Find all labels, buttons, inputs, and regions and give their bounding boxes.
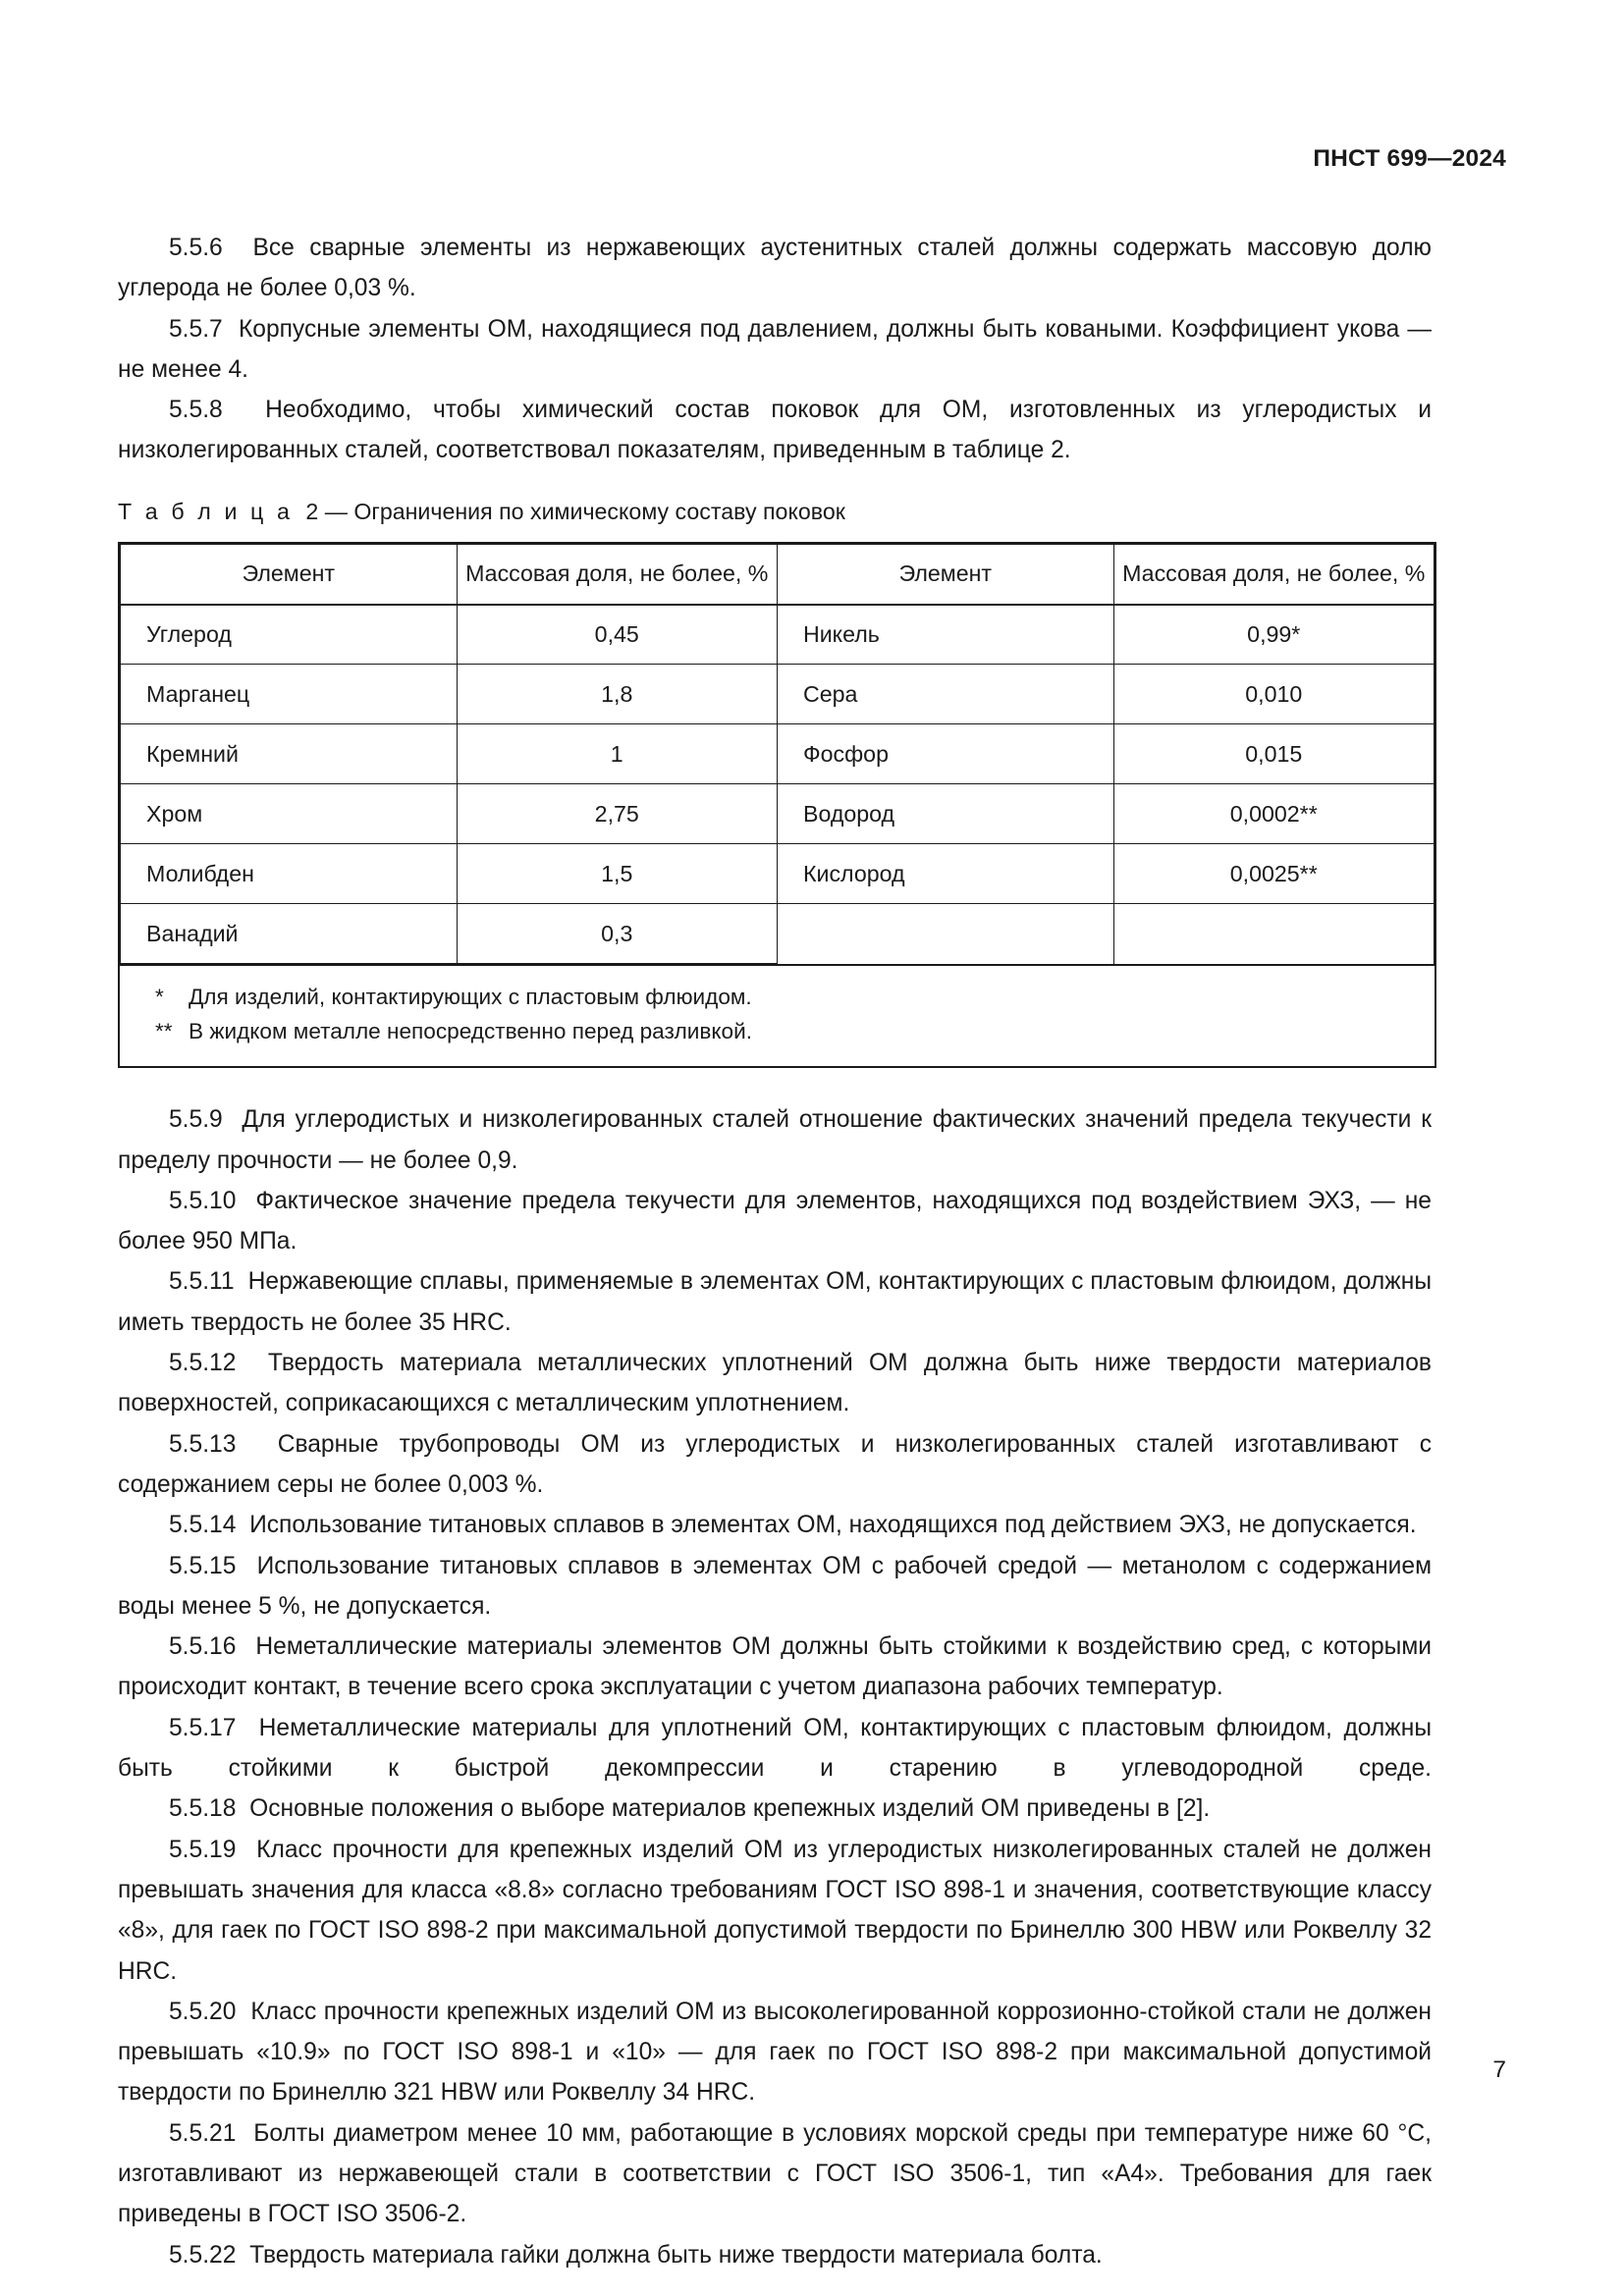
clause-text-5-5-12: Твердость материала металлических уплотнений ОМ должна быть ниже твердости материалов поверхностей, соприкасающихся с металлическим уплотнением. xyxy=(118,1350,1432,1417)
clause-number-5-5-13: 5.5.13 xyxy=(169,1430,237,1458)
clause-text-5-5-16: Неметаллические материалы элементов ОМ должны быть стойкими к воздействию сред, с которыми происходит контакт, в течение всего срока эксплуатации с учетом диапазона рабочих температур. xyxy=(118,1633,1433,1701)
clause-5-5-6 xyxy=(118,228,1432,309)
footnote-marker: ** xyxy=(155,1019,173,1044)
cell-value-right: 0,0002** xyxy=(1113,784,1435,844)
table-caption-title: Ограничения по химическому составу поковок xyxy=(353,498,845,524)
cell-element-right-empty xyxy=(777,904,1113,964)
clause-5-5-22 xyxy=(118,2235,1432,2275)
page-number: 7 xyxy=(1492,2056,1506,2083)
table-row xyxy=(121,724,1435,784)
clause-5-5-17 xyxy=(118,1708,1432,1789)
table-chemical-composition xyxy=(120,544,1435,965)
table-row xyxy=(121,904,1435,964)
cell-value-left: 0,45 xyxy=(457,605,777,665)
table-footnote xyxy=(120,1014,1435,1048)
clause-text-5-5-19: Класс прочности для крепежных изделий ОМ из углеродистых низколегированных сталей не должен превышать значения для класса «8.8» согласно требованиям ГОСТ ISO 898-1 и значения, соответствующие классу «8», для гаек по ГОСТ ISO 898-2 при максимальной допустимой твердости по Бринеллю 300 HBW или Роквеллу 32 HRC. xyxy=(118,1836,1432,1985)
clause-5-5-9 xyxy=(118,1099,1432,1181)
clause-5-5-20 xyxy=(118,1992,1432,2113)
cell-value-right: 0,015 xyxy=(1113,724,1435,784)
clause-number-5-5-17: 5.5.17 xyxy=(169,1714,237,1741)
table-caption-number: 2 xyxy=(305,498,319,524)
cell-element-left: Молибден xyxy=(121,844,458,904)
table-row xyxy=(121,665,1435,724)
cell-element-right: Сера xyxy=(777,665,1113,724)
cell-element-left: Ванадий xyxy=(121,904,458,964)
clause-number-5-5-10: 5.5.10 xyxy=(169,1187,237,1214)
clause-text-5-5-22: Твердость материала гайки должна быть ниже твердости материала болта. xyxy=(249,2241,1103,2269)
clause-5-5-16 xyxy=(118,1627,1432,1708)
clause-number-5-5-22: 5.5.22 xyxy=(169,2241,237,2269)
clause-5-5-8 xyxy=(118,390,1432,471)
table-row xyxy=(121,784,1435,844)
cell-element-right: Никель xyxy=(777,605,1113,665)
col-header-element-left: Элемент xyxy=(121,544,458,605)
clause-number-5-5-12: 5.5.12 xyxy=(169,1350,237,1377)
clause-number-5-5-18: 5.5.18 xyxy=(169,1795,237,1823)
table-header-row xyxy=(121,544,1435,605)
clause-number-5-5-14: 5.5.14 xyxy=(169,1512,237,1539)
table-row xyxy=(121,844,1435,904)
col-header-fraction-right: Массовая доля, не более, % xyxy=(1113,544,1435,605)
clause-text-5-5-14: Использование титановых сплавов в элементах ОМ, находящихся под действием ЭХЗ, не допускается. xyxy=(249,1512,1417,1539)
cell-value-right: 0,99* xyxy=(1113,605,1435,665)
cell-element-left: Марганец xyxy=(121,665,458,724)
table-caption-dash: — xyxy=(324,498,348,524)
clause-number-5-5-7: 5.5.7 xyxy=(169,315,223,343)
clause-number-5-5-21: 5.5.21 xyxy=(169,2119,237,2147)
cell-value-left: 1,5 xyxy=(457,844,777,904)
cell-element-right: Кислород xyxy=(777,844,1113,904)
clause-5-5-10 xyxy=(118,1181,1432,1262)
cell-value-left: 2,75 xyxy=(457,784,777,844)
clause-text-5-5-8: Необходимо, чтобы химический состав поковок для ОМ, изготовленных из углеродистых и низколегированных сталей, соответствовал показателям, приведенным в таблице 2. xyxy=(118,397,1432,464)
clause-text-5-5-10: Фактическое значение предела текучести для элементов, находящихся под воздействием ЭХЗ, — не более 950 МПа. xyxy=(118,1187,1432,1255)
clause-number-5-5-11: 5.5.11 xyxy=(169,1268,235,1296)
table-body xyxy=(121,605,1435,964)
cell-value-left: 0,3 xyxy=(457,904,777,964)
cell-element-right: Фосфор xyxy=(777,724,1113,784)
footnote-text: Для изделий, контактирующих с пластовым флюидом. xyxy=(189,985,752,1010)
cell-value-left: 1,8 xyxy=(457,665,777,724)
clause-text-5-5-13: Сварные трубопроводы ОМ из углеродистых и низколегированных сталей изготавливают с содержанием серы не более 0,003 %. xyxy=(118,1430,1432,1498)
table-row xyxy=(121,605,1435,665)
clause-number-5-5-15: 5.5.15 xyxy=(169,1552,237,1579)
col-header-fraction-left: Массовая доля, не более, % xyxy=(457,544,777,605)
clause-5-5-21 xyxy=(118,2113,1432,2235)
clause-5-5-18 xyxy=(118,1789,1432,1829)
col-header-element-right: Элемент xyxy=(777,544,1113,605)
clause-text-5-5-18: Основные положения о выборе материалов крепежных изделий ОМ приведены в [2]. xyxy=(249,1795,1211,1823)
cell-value-right: 0,0025** xyxy=(1113,844,1435,904)
table-head xyxy=(121,544,1435,605)
clause-5-5-12 xyxy=(118,1343,1432,1424)
clause-number-5-5-20: 5.5.20 xyxy=(169,1998,237,2025)
cell-element-right: Водород xyxy=(777,784,1113,844)
clause-text-5-5-20: Класс прочности крепежных изделий ОМ из высоколегированной коррозионно-стойкой стали не должен превышать «10.9» по ГОСТ ISO 898-1 и «10» — для гаек по ГОСТ ISO 898-2 при максимальной допустимой твердости по Бринеллю 321 HBW или Роквеллу 34 HRC. xyxy=(118,1998,1433,2107)
table-footnote xyxy=(120,980,1435,1014)
table-footnotes xyxy=(120,964,1435,1066)
clause-text-5-5-15: Использование титановых сплавов в элементах ОМ с рабочей средой — метанолом с содержанием воды менее 5 %, не допускается. xyxy=(118,1552,1432,1620)
clause-5-5-13 xyxy=(118,1424,1432,1506)
clause-5-5-15 xyxy=(118,1546,1432,1628)
table-caption-label: Т а б л и ц а xyxy=(118,498,294,524)
paragraph-group-before-table xyxy=(118,228,1432,471)
cell-value-right-empty xyxy=(1113,904,1435,964)
footnote-marker: * xyxy=(155,985,164,1010)
cell-element-left: Хром xyxy=(121,784,458,844)
clause-text-5-5-11: Нержавеющие сплавы, применяемые в элементах ОМ, контактирующих с пластовым флюидом, должны иметь твердость не более 35 HRC. xyxy=(118,1268,1432,1336)
clause-number-5-5-16: 5.5.16 xyxy=(169,1633,237,1661)
clause-text-5-5-6: Все сварные элементы из нержавеющих аустенитных сталей должны содержать массовую долю углерода не более 0,03 %. xyxy=(118,235,1432,302)
cell-value-left: 1 xyxy=(457,724,777,784)
clause-number-5-5-8: 5.5.8 xyxy=(169,397,223,424)
cell-element-left: Углерод xyxy=(121,605,458,665)
clause-text-5-5-21: Болты диаметром менее 10 мм, работающие в условиях морской среды при температуре ниже 60 °C, изготавливают из нержавеющей стали в соответствии с ГОСТ ISO 3506-1, тип «А4». Требования для гаек приведены в ГОСТ ISO 3506-2. xyxy=(118,2119,1432,2228)
clause-text-5-5-7: Корпусные элементы ОМ, находящиеся под давлением, должны быть коваными. Коэффициент укова — не менее 4. xyxy=(118,315,1432,383)
clause-text-5-5-9: Для углеродистых и низколегированных сталей отношение фактических значений предела текучести к пределу прочности — не более 0,9. xyxy=(118,1106,1432,1174)
paragraph-group-after-table xyxy=(118,1068,1432,2275)
footnote-text: В жидком металле непосредственно перед разливкой. xyxy=(189,1019,752,1044)
table-2-wrapper xyxy=(118,528,1432,1069)
running-header: ПНСТ 699—2024 xyxy=(1313,145,1506,172)
table-2-frame xyxy=(118,542,1436,1069)
clause-number-5-5-9: 5.5.9 xyxy=(169,1106,223,1134)
cell-value-right: 0,010 xyxy=(1113,665,1435,724)
clause-5-5-7 xyxy=(118,309,1432,391)
cell-element-left: Кремний xyxy=(121,724,458,784)
clause-text-5-5-17: Неметаллические материалы для уплотнений ОМ, контактирующих с пластовым флюидом, должны быть стойкими к быстрой декомпрессии и старению в углеводородной среде. xyxy=(118,1714,1432,1783)
clause-5-5-19 xyxy=(118,1830,1432,1992)
clause-5-5-14 xyxy=(118,1505,1432,1545)
clause-number-5-5-19: 5.5.19 xyxy=(169,1836,237,1863)
clause-5-5-11 xyxy=(118,1261,1432,1343)
clause-number-5-5-6: 5.5.6 xyxy=(169,235,223,261)
page-content xyxy=(118,228,1432,2275)
table-caption xyxy=(118,471,1432,528)
